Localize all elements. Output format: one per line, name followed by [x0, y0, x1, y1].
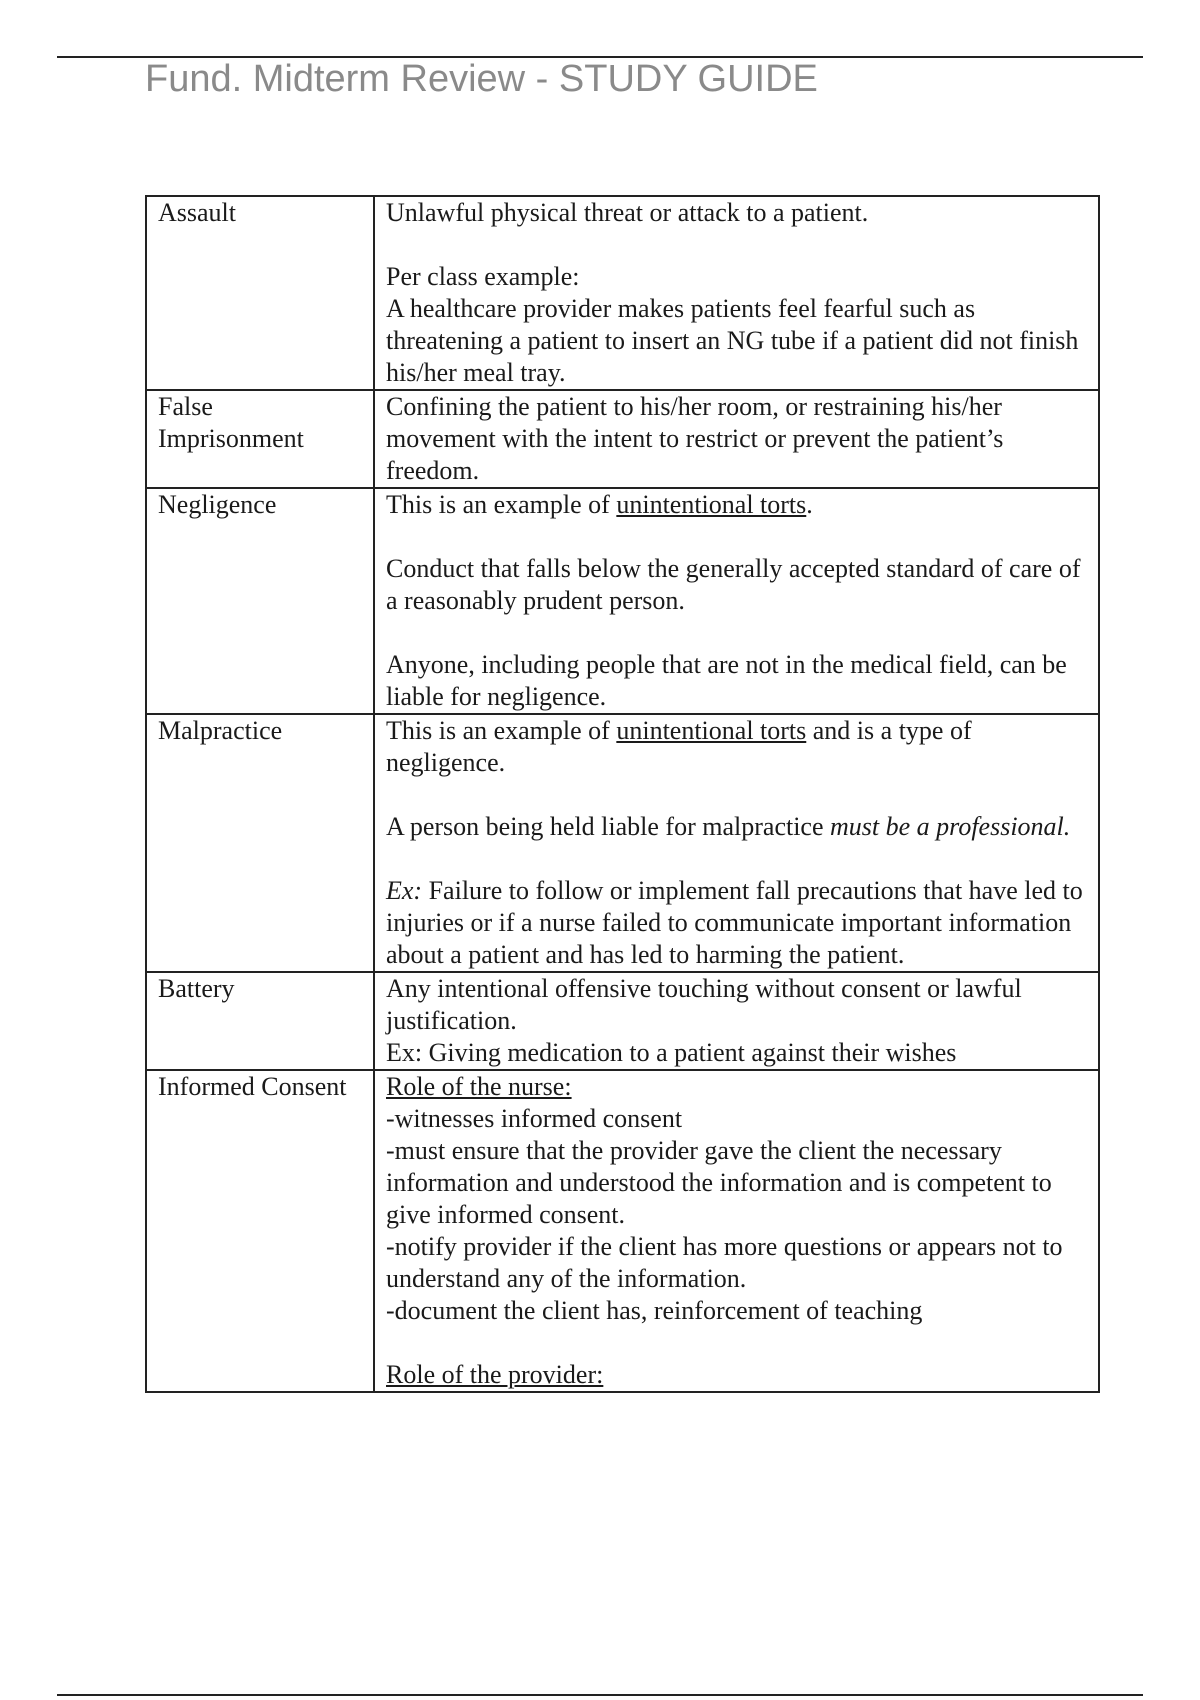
intro-after: and is a type of negligence. [386, 716, 972, 777]
example-text [386, 875, 1090, 971]
definition-cell [374, 390, 1099, 488]
intro-after: . [806, 490, 813, 519]
intro-underlined-term: unintentional torts [616, 716, 807, 745]
table-row [146, 1070, 1099, 1392]
term-cell: Battery [146, 972, 374, 1070]
term-cell: Informed Consent [146, 1070, 374, 1392]
footer-rule [57, 1694, 1143, 1696]
page-title: Fund. Midterm Review - STUDY GUIDE [145, 58, 818, 100]
table-row [146, 972, 1099, 1070]
nurse-duty: -witnesses informed consent [386, 1104, 683, 1133]
nurse-duty: -must ensure that the provider gave the client the necessary information and understood the information and is competent to give informed consent. [386, 1136, 1052, 1229]
intro-before: This is an example of [386, 716, 617, 745]
definition-text: Confining the patient to his/her room, or restraining his/her movement with the intent to restrict or prevent the patient’s freedom. [386, 392, 1004, 485]
intro-text [386, 715, 1090, 779]
provider-role-heading: Role of the provider: [386, 1360, 604, 1389]
liability-text [386, 811, 1090, 843]
table-row [146, 714, 1099, 972]
definition-text: Conduct that falls below the generally accepted standard of care of a reasonably prudent person. [386, 554, 1081, 615]
term-cell: Malpractice [146, 714, 374, 972]
liability-emphasis: must be a professional. [830, 812, 1071, 841]
definition-text: Any intentional offensive touching without consent or lawful justification. [386, 974, 1022, 1035]
example-label: Per class example: [386, 262, 580, 291]
table-row [146, 488, 1099, 714]
study-guide-table [145, 195, 1100, 1393]
nurse-duty: -document the client has, reinforcement of teaching [386, 1296, 923, 1325]
intro-underlined-term: unintentional torts [616, 490, 807, 519]
term-cell: False Imprisonment [146, 390, 374, 488]
example-text: A healthcare provider makes patients feel fearful such as threatening a patient to insert an NG tube if a patient did not finish his/her meal tray. [386, 294, 1079, 387]
example-body: Failure to follow or implement fall precautions that have led to injuries or if a nurse failed to communicate important information about a patient and has led to harming the patient. [386, 876, 1083, 969]
note-text: Anyone, including people that are not in the medical field, can be liable for negligence. [386, 650, 1067, 711]
table-row [146, 196, 1099, 390]
nurse-role-heading: Role of the nurse: [386, 1072, 572, 1101]
table-row [146, 390, 1099, 488]
definition-cell [374, 714, 1099, 972]
definition-cell [374, 972, 1099, 1070]
definition-cell [374, 488, 1099, 714]
intro-text [386, 489, 1090, 521]
term-cell: Assault [146, 196, 374, 390]
liability-before: A person being held liable for malpractice [386, 812, 831, 841]
definition-cell [374, 196, 1099, 390]
example-text: Ex: Giving medication to a patient against their wishes [386, 1038, 957, 1067]
term-cell: Negligence [146, 488, 374, 714]
definition-text: Unlawful physical threat or attack to a patient. [386, 198, 869, 227]
intro-before: This is an example of [386, 490, 617, 519]
nurse-duty: -notify provider if the client has more questions or appears not to understand any of the information. [386, 1232, 1063, 1293]
example-label: Ex: [386, 876, 423, 905]
definition-cell [374, 1070, 1099, 1392]
